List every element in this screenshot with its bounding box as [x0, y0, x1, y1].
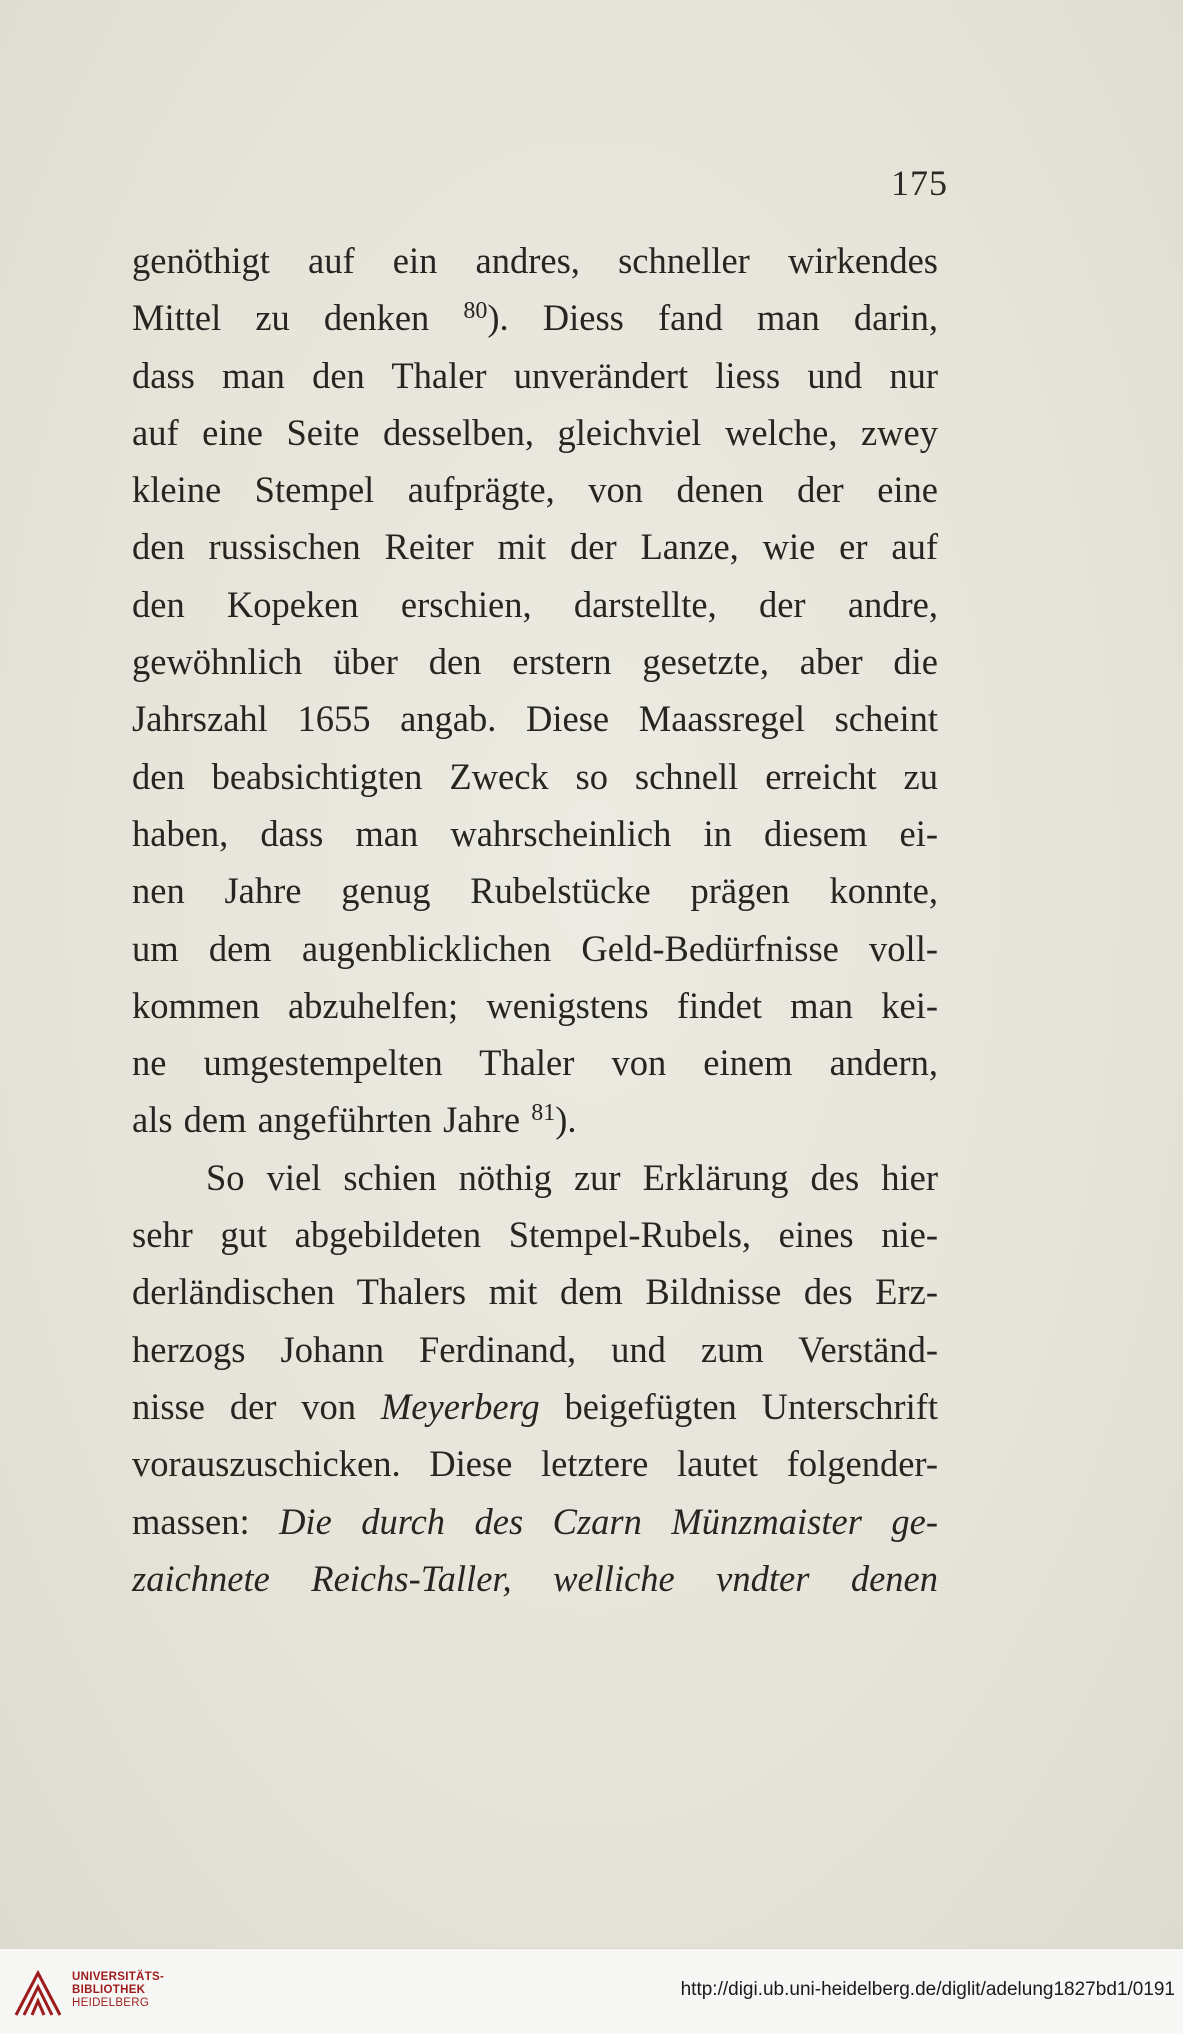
text-line — [132, 1206, 938, 1263]
text-line — [132, 977, 938, 1034]
text-run: ne umgestempelten Thaler von einem andern, — [132, 1042, 938, 1084]
text-line — [132, 404, 938, 461]
text-run: dass man den Thaler unverändert liess und nur — [132, 354, 938, 396]
text-line — [132, 1091, 938, 1148]
text-line — [132, 518, 938, 575]
text-line — [132, 805, 938, 862]
italic-text: zaichnete Reichs-Taller, welliche vndter denen — [132, 1557, 938, 1599]
text-run: den Kopeken erschien, darstellte, der andre, — [132, 583, 938, 625]
footnote-reference: 81 — [531, 1100, 556, 1127]
text-run: herzogs Johann Ferdinand, und zum Verständ- — [132, 1328, 938, 1370]
text-line — [132, 633, 938, 690]
text-run: kommen abzuhelfen; wenigstens findet man kei- — [132, 984, 938, 1026]
library-name-line: HEIDELBERG — [72, 1997, 150, 2009]
text-run: sehr gut abgebildeten Stempel-Rubels, eines nie- — [132, 1214, 938, 1256]
page-number: 175 — [891, 163, 948, 203]
text-line — [132, 1263, 938, 1320]
text-line — [132, 1149, 938, 1206]
text-line — [132, 461, 938, 518]
text-run: als dem angeführten Jahre — [132, 1099, 532, 1141]
text-run: genöthigt auf ein andres, schneller wirkendes — [132, 240, 938, 281]
text-run: haben, dass man wahrscheinlich in diesem ei- — [132, 812, 938, 854]
text-line — [132, 1034, 938, 1091]
text-line — [132, 1378, 938, 1435]
text-run: nisse der von — [132, 1385, 381, 1427]
footer-bar — [0, 1948, 1183, 2034]
text-line — [132, 1493, 938, 1550]
text-run: ). — [555, 1099, 577, 1141]
text-run: den beabsichtigten Zweck so schnell erreicht zu — [132, 755, 938, 797]
text-run: nen Jahre genug Rubelstücke prägen konnte, — [132, 870, 938, 912]
library-name-line: UNIVERSITÄTS- — [72, 1971, 165, 1983]
text-line — [132, 748, 938, 805]
text-line — [132, 289, 938, 346]
text-run: derländischen Thalers mit dem Bildnisse des Erz- — [132, 1271, 938, 1313]
text-run: ). Diess fand man darin, — [487, 297, 938, 339]
italic-text: Meyerberg — [380, 1385, 540, 1427]
library-name — [72, 1971, 164, 2010]
text-line — [132, 347, 938, 404]
heidelberg-library-logo-icon[interactable] — [10, 1965, 66, 2021]
text-run: So viel schien nöthig zur Erklärung des hier — [206, 1156, 938, 1198]
library-name-line: BIBLIOTHEK — [72, 1984, 146, 1996]
text-line — [132, 690, 938, 747]
text-run: Mittel zu denken — [132, 297, 464, 339]
text-run: gewöhnlich über den erstern gesetzte, aber die — [132, 641, 938, 683]
text-line — [132, 920, 938, 977]
text-line — [132, 576, 938, 633]
text-run: vorauszuschicken. Diese letztere lautet folgender- — [132, 1443, 938, 1485]
text-run: auf eine Seite desselben, gleichviel welche, zwey — [132, 411, 938, 453]
source-url-link[interactable]: http://digi.ub.uni-heidelberg.de/diglit/adelung1827bd1/0191 — [680, 1979, 1175, 2000]
text-line — [132, 1435, 938, 1492]
text-line — [132, 1550, 938, 1607]
body-text — [132, 232, 938, 1607]
footnote-reference: 80 — [463, 298, 488, 325]
text-line — [132, 232, 938, 289]
text-run: den russischen Reiter mit der Lanze, wie er auf — [132, 526, 938, 568]
text-run: Jahrszahl 1655 angab. Diese Maassregel scheint — [132, 698, 938, 740]
text-run: um dem augenblicklichen Geld-Bedürfnisse voll- — [132, 927, 938, 969]
text-line — [132, 862, 938, 919]
text-run: kleine Stempel aufprägte, von denen der eine — [132, 469, 938, 511]
text-run: beigefügten Unterschrift — [539, 1385, 939, 1427]
text-line — [132, 1321, 938, 1378]
text-run: massen: — [132, 1500, 280, 1542]
italic-text: Die durch des Czarn Münzmaister ge- — [279, 1500, 939, 1542]
